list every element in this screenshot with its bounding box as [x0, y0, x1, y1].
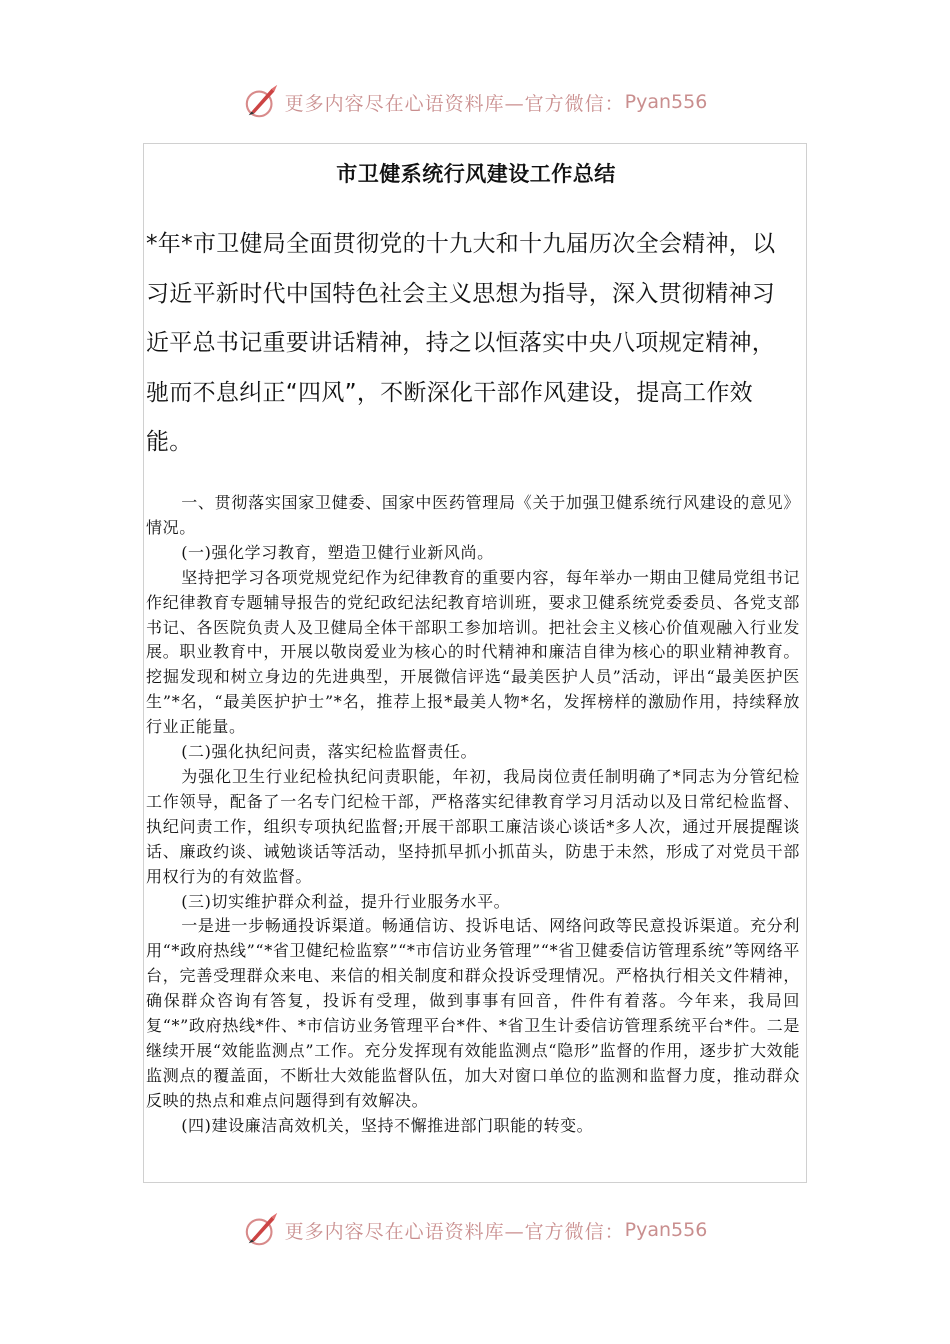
body-paragraph: 为强化卫生行业纪检执纪问责职能，年初，我局岗位责任制明确了*同志为分管纪检工作领导，配备了一名专门纪检干部，严格落实纪律教育学习月活动以及日常纪检监督、执纪问责工作，组织专项执纪监督;开展干部职工廉洁谈心谈话*多人次，通过开展提醒谈话、廉政约谈、诫勉谈话等活动，坚持抓早抓小抓苗头，防患于未然，形成了对党员干部用权行为的有效监督。 — [146, 766, 800, 886]
subsection-heading-2: (二)强化执纪问责，落实纪检监督责任。 — [181, 742, 478, 762]
subsection-heading-1: (一)强化学习教育，塑造卫健行业新风尚。 — [181, 542, 494, 562]
document-page — [143, 143, 807, 1183]
subsection-heading-3: (三)切实维护群众利益，提升行业服务水平。 — [181, 891, 511, 911]
footer-banner — [0, 1210, 950, 1250]
banner-text: 更多内容尽在心语资料库—官方微信： — [284, 1220, 625, 1243]
quill-pen-logo-icon — [243, 83, 281, 121]
header-banner — [0, 82, 950, 122]
document-title: 市卫健系统行风建设工作总结 — [336, 162, 616, 186]
body-paragraph: 坚持把学习各项党规党纪作为纪律教育的重要内容，每年举办一期由卫健局党组书记作纪律教育专题辅导报告的党纪政纪法纪教育培训班，要求卫健系统党委委员、各党支部书记、各医院负责人及卫健局全体干部职工参加培训。把社会主义核心价值观融入行业发展。职业教育中，开展以敬岗爱业为核心的时代精神和廉洁自律为核心的职业精神教育。挖掘发现和树立身边的先进典型，开展微信评选“最美医护人员”活动，评出“最美医护医生”*名，“最美医护护士”*名，推荐上报*最美人物*名，发挥榜样的激励作用，持续释放行业正能量。 — [146, 567, 800, 737]
quill-pen-logo-icon — [243, 1211, 281, 1249]
banner-wechat-handle: Pyan556 — [624, 1219, 708, 1241]
document-body — [146, 491, 800, 1139]
body-paragraph: 一是进一步畅通投诉渠道。畅通信访、投诉电话、网络问政等民意投诉渠道。充分利用“*政府热线”“*省卫健纪检监察”“*市信访业务管理”“*省卫健委信访管理系统”等网络平台，完善受理群众来电、来信的相关制度和群众投诉受理情况。严格执行相关文件精神，确保群众咨询有答复，投诉有受理，做到事事有回音，件件有着落。今年来，我局回复“*”政府热线*件、*市信访业务管理平台*件、*省卫生计委信访管理系统平台*件。二是继续开展“效能监测点”工作。充分发挥现有效能监测点“隐形”监督的作用，逐步扩大效能监测点的覆盖面，不断壮大效能监督队伍，加大对窗口单位的监测和监督力度，推动群众反映的热点和难点问题得到有效解决。 — [146, 916, 800, 1110]
subsection-heading-4: (四)建设廉洁高效机关，坚持不懈推进部门职能的转变。 — [181, 1115, 594, 1135]
banner-text: 更多内容尽在心语资料库—官方微信： — [284, 92, 625, 115]
lead-paragraph: *年*市卫健局全面贯彻党的十九大和十九届历次全会精神，以习近平新时代中国特色社会主义思想为指导，深入贯彻精神习近平总书记重要讲话精神，持之以恒落实中央八项规定精神，驰而不息纠正“四风”，不断深化干部作风建设，提高工作效能。 — [146, 231, 776, 455]
banner-wechat-handle: Pyan556 — [624, 91, 708, 113]
section-heading-1: 一、贯彻落实国家卫健委、国家中医药管理局《关于加强卫健系统行风建设的意见》情况。 — [146, 493, 800, 537]
